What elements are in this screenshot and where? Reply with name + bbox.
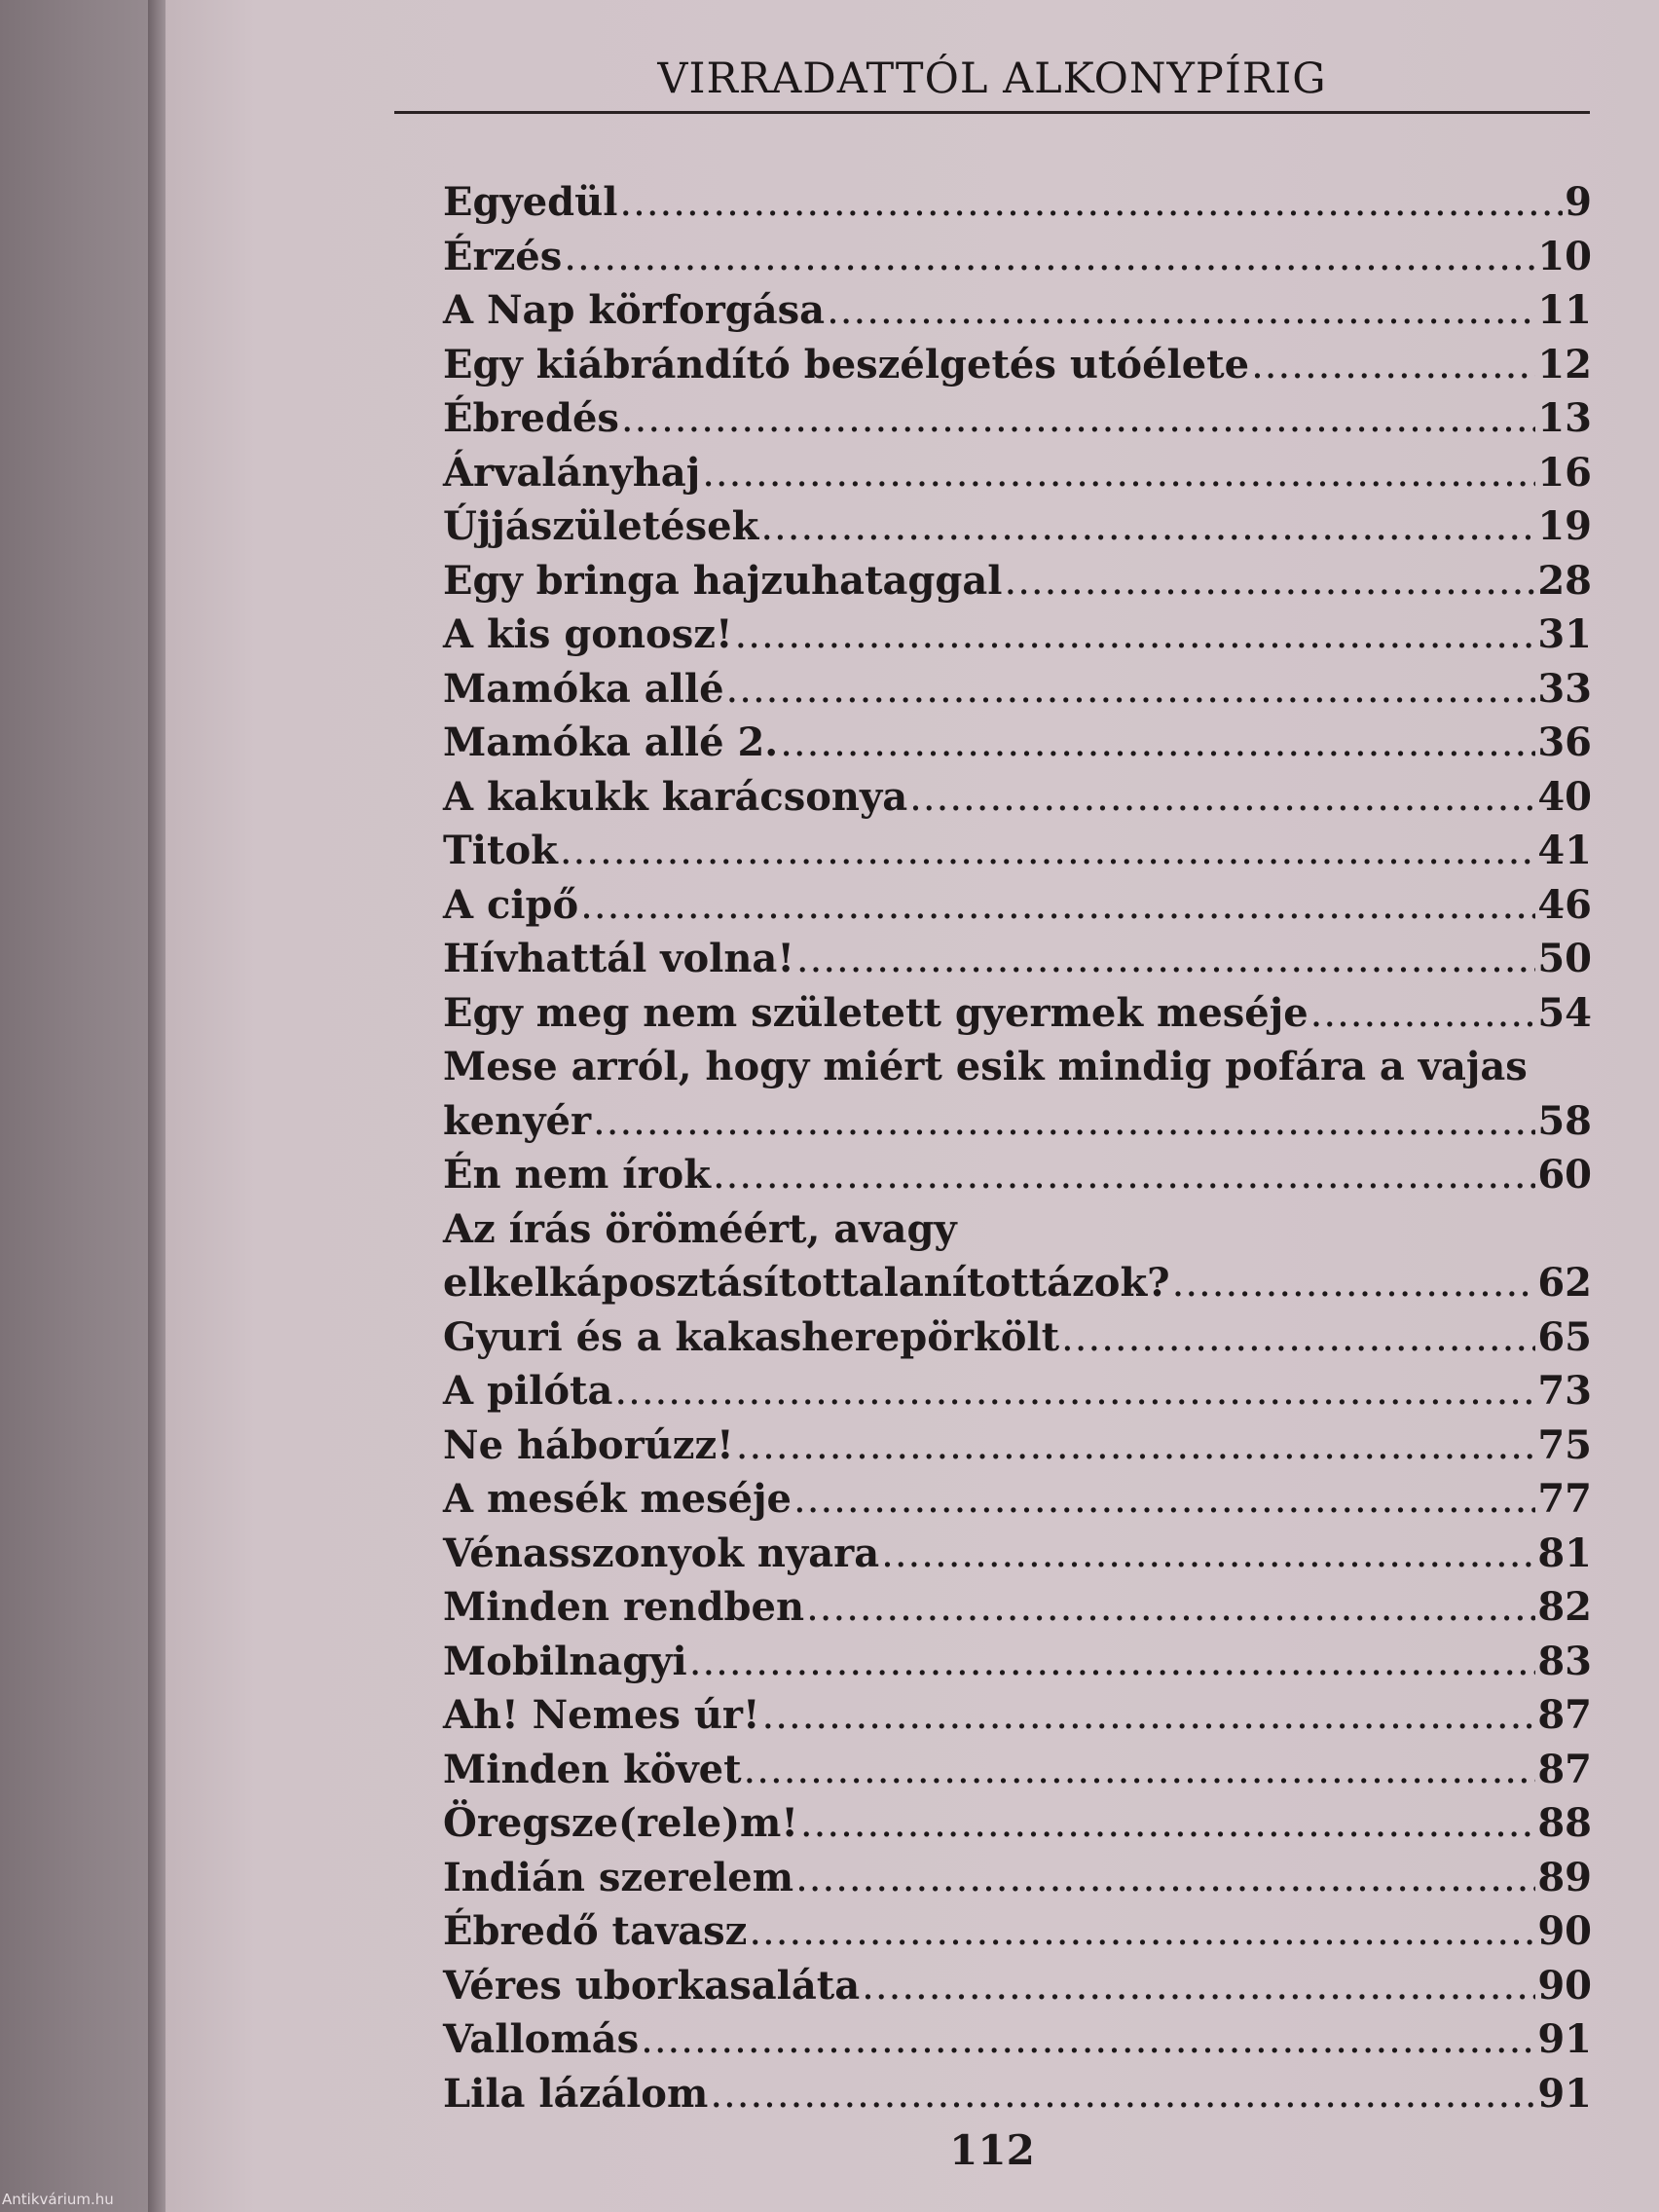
dot-leader [593, 1094, 1535, 1150]
toc-entry-title: A kis gonosz! [443, 611, 733, 657]
dot-leader [795, 1851, 1535, 1906]
toc-entry-title: Öregsze(rele)m! [443, 1800, 798, 1846]
toc-entry-title-line: Mese arról, hogy miért esik mindig pofára a vajas [443, 1044, 1528, 1089]
toc-entry-page: 90 [1537, 1962, 1592, 2009]
toc-entry-row [443, 175, 1592, 231]
dot-leader [780, 716, 1535, 771]
toc-entry [443, 175, 1592, 230]
toc-entry-page: 58 [1537, 1097, 1592, 1144]
dot-leader [641, 2012, 1535, 2068]
toc-entry-row [443, 1472, 1592, 1528]
toc-entry [443, 1472, 1592, 1527]
toc-entry [443, 824, 1592, 878]
dot-leader [749, 1904, 1535, 1960]
dot-leader [862, 1959, 1535, 2014]
toc-entry-page: 83 [1537, 1638, 1592, 1684]
dot-leader [1310, 986, 1536, 1042]
toc-entry-page: 40 [1537, 773, 1592, 820]
toc-entry-row [443, 446, 1592, 501]
toc-entry-row [443, 716, 1592, 771]
toc-entry-title: elkelkáposztásítottalanítottázok? [443, 1260, 1170, 1306]
toc-entry-page: 91 [1537, 2016, 1592, 2062]
dot-leader [762, 1688, 1536, 1744]
toc-entry-page: 73 [1537, 1368, 1592, 1414]
toc-entry [443, 1527, 1592, 1581]
toc-entry-row [443, 1310, 1592, 1366]
toc-entry-page: 87 [1537, 1692, 1592, 1738]
toc-entry-row [443, 1419, 1592, 1474]
toc-entry-title: A cipő [443, 881, 579, 928]
toc-entry-page: 62 [1537, 1260, 1592, 1306]
header-rule [394, 111, 1590, 114]
toc-entry-row [443, 1094, 1592, 1150]
toc-entry-row [443, 1743, 1592, 1798]
toc-entry-row [443, 1148, 1592, 1203]
toc-entry-title: Ne háborúzz! [443, 1421, 734, 1468]
toc-entry-title: Lila lázálom [443, 2070, 709, 2117]
toc-entry-page: 50 [1537, 936, 1592, 981]
dot-leader [736, 1419, 1536, 1474]
toc-entry [443, 230, 1592, 284]
toc-entry-page: 65 [1537, 1313, 1592, 1360]
toc-entry-title: kenyér [443, 1097, 592, 1144]
toc-entry-title: A kakukk karácsonya [443, 773, 908, 820]
toc-entry-title: Vallomás [443, 2016, 640, 2062]
toc-entry-title-line: Az írás öröméért, avagy [443, 1205, 957, 1252]
toc-entry-title: Egy bringa hajzuhataggal [443, 557, 1003, 604]
toc-entry-title: Mobilnagyi [443, 1638, 687, 1684]
toc-entry-page: 77 [1537, 1476, 1592, 1522]
toc-entry [443, 932, 1592, 986]
toc-entry [443, 2067, 1592, 2121]
toc-entry-title: Minden követ [443, 1746, 742, 1792]
toc-entry-row [443, 878, 1592, 934]
toc-entry-page: 91 [1537, 2070, 1592, 2117]
toc-entry-title: Ébredő tavasz [443, 1908, 748, 1954]
dot-leader [619, 175, 1563, 231]
toc-entry-title: Indián szerelem [443, 1854, 794, 1900]
toc-entry [443, 1364, 1592, 1419]
toc-entry-title: Ébredés [443, 395, 619, 441]
dot-leader [713, 1148, 1535, 1203]
toc-entry-page: 75 [1537, 1421, 1592, 1468]
toc-entry-page: 10 [1537, 233, 1592, 279]
toc-entry [443, 1743, 1592, 1797]
toc-entry-page: 36 [1537, 719, 1592, 765]
toc-entry-title: Árvalányhaj [443, 449, 701, 496]
toc-entry-title: Én nem írok [443, 1152, 711, 1198]
dot-leader [614, 1364, 1535, 1419]
toc-entry [443, 1851, 1592, 1905]
toc-entry-page: 54 [1537, 989, 1592, 1036]
dot-leader [793, 1472, 1535, 1528]
toc-entry-title: Mamóka allé 2. [443, 719, 779, 765]
toc-entry-page: 33 [1537, 665, 1592, 712]
dot-leader [881, 1527, 1535, 1582]
watermark: Antikvárium.hu [2, 2191, 114, 2208]
toc-entry-title: Egyedül [443, 179, 618, 225]
toc-entry-row [443, 2012, 1592, 2068]
toc-entry-row [443, 2067, 1592, 2122]
dot-leader [796, 932, 1535, 987]
toc-entry-row [443, 1851, 1592, 1906]
toc-entry-row [443, 391, 1592, 447]
dot-leader [1004, 554, 1535, 609]
toc-entry-title: A pilóta [443, 1368, 613, 1414]
toc-entry-page: 12 [1537, 341, 1592, 387]
toc-entry-row [443, 824, 1592, 879]
toc-entry [443, 391, 1592, 446]
toc-entry [443, 1148, 1592, 1202]
toc-entry-page: 81 [1537, 1530, 1592, 1576]
toc-entry-page: 16 [1537, 449, 1592, 496]
dot-leader [564, 230, 1535, 285]
toc-entry-title: Titok [443, 828, 558, 873]
toc-entry-page: 88 [1537, 1800, 1592, 1846]
toc-entry-row [443, 1364, 1592, 1419]
toc-entry-page: 9 [1565, 179, 1592, 225]
book-binding-edge [0, 0, 156, 2212]
toc-entry [443, 770, 1592, 825]
toc-entry-title: Véres uborkasaláta [443, 1962, 861, 2009]
toc-entry-row [443, 608, 1592, 663]
toc-entry [443, 283, 1592, 338]
toc-entry-page: 28 [1537, 557, 1592, 604]
toc-entry-page: 89 [1537, 1854, 1592, 1900]
toc-entry [443, 446, 1592, 500]
toc-entry-title: Egy kiábrándító beszélgetés utóélete [443, 341, 1250, 387]
toc-entry-title: Újjászületések [443, 503, 759, 549]
dot-leader [1172, 1256, 1536, 1311]
page-number: 112 [949, 2126, 1035, 2174]
toc-entry-page: 60 [1537, 1152, 1592, 1198]
toc-entry-page: 11 [1537, 287, 1592, 333]
toc-entry-title: Hívhattál volna! [443, 936, 794, 981]
toc-entry-row [443, 230, 1592, 285]
dot-leader [744, 1743, 1536, 1798]
dot-leader [689, 1635, 1536, 1690]
toc-entry-row [443, 986, 1592, 1042]
toc-entry-row [443, 1635, 1592, 1690]
toc-entry [443, 1419, 1592, 1473]
toc-entry [443, 1796, 1592, 1851]
toc-entry-title: Ah! Nemes úr! [443, 1692, 760, 1738]
toc-entry-title: Érzés [443, 233, 563, 279]
running-header: VIRRADATTÓL ALKONYPÍRIG [657, 55, 1327, 103]
toc-entry-row [443, 1527, 1592, 1582]
toc-entry-row [443, 499, 1592, 555]
toc-entry [443, 878, 1592, 933]
toc-entry-row [443, 770, 1592, 826]
dot-leader [806, 1580, 1535, 1636]
toc-entry [443, 1040, 1592, 1148]
toc-entry [443, 1688, 1592, 1743]
toc-entry [443, 338, 1592, 392]
toc-entry [443, 554, 1592, 608]
dot-leader [800, 1796, 1535, 1852]
toc-entry-row [443, 283, 1592, 339]
toc-entry-title: Minden rendben [443, 1584, 805, 1630]
toc-entry-title: Mamóka allé [443, 665, 724, 712]
table-of-contents [443, 175, 1592, 2120]
toc-entry [443, 1904, 1592, 1959]
toc-entry-row [443, 1256, 1592, 1311]
toc-entry-page: 13 [1537, 395, 1592, 441]
toc-entry-row [443, 1580, 1592, 1636]
toc-entry-row [443, 932, 1592, 987]
dot-leader [560, 824, 1535, 879]
dot-leader [827, 283, 1535, 339]
toc-entry-row [443, 1796, 1592, 1852]
toc-entry-title: A Nap körforgása [443, 287, 826, 333]
toc-entry [443, 662, 1592, 717]
toc-entry-page: 87 [1537, 1746, 1592, 1792]
toc-entry-row [443, 662, 1592, 718]
dot-leader [621, 391, 1535, 447]
dot-leader [760, 499, 1535, 555]
toc-entry [443, 1310, 1592, 1365]
toc-entry [443, 1202, 1592, 1310]
dot-leader [726, 662, 1536, 718]
toc-entry-page: 90 [1537, 1908, 1592, 1954]
toc-entry-page: 46 [1537, 881, 1592, 928]
toc-entry-title: A mesék meséje [443, 1476, 793, 1522]
toc-entry-row [443, 1688, 1592, 1744]
toc-entry-page: 19 [1537, 503, 1592, 549]
dot-leader [909, 770, 1535, 826]
toc-entry-page: 31 [1537, 611, 1592, 657]
dot-leader [702, 446, 1535, 501]
dot-leader [1251, 338, 1535, 393]
toc-entry [443, 716, 1592, 770]
dot-leader [710, 2067, 1535, 2122]
toc-entry [443, 986, 1592, 1041]
toc-entry-page: 41 [1537, 828, 1592, 873]
toc-entry [443, 2012, 1592, 2067]
toc-entry-row [443, 338, 1592, 393]
toc-entry-title: Egy meg nem született gyermek meséje [443, 989, 1309, 1036]
toc-entry [443, 499, 1592, 554]
dot-leader [1061, 1310, 1535, 1366]
toc-entry [443, 1635, 1592, 1689]
dot-leader [735, 608, 1536, 663]
toc-entry [443, 1580, 1592, 1635]
toc-entry-page: 82 [1537, 1584, 1592, 1630]
toc-entry-title: Gyuri és a kakasherepörkölt [443, 1313, 1060, 1360]
toc-entry [443, 1959, 1592, 2013]
toc-entry [443, 608, 1592, 662]
dot-leader [580, 878, 1535, 934]
toc-entry-row [443, 1959, 1592, 2014]
toc-entry-row [443, 554, 1592, 609]
toc-entry-title: Vénasszonyok nyara [443, 1530, 880, 1576]
toc-entry-row [443, 1904, 1592, 1960]
